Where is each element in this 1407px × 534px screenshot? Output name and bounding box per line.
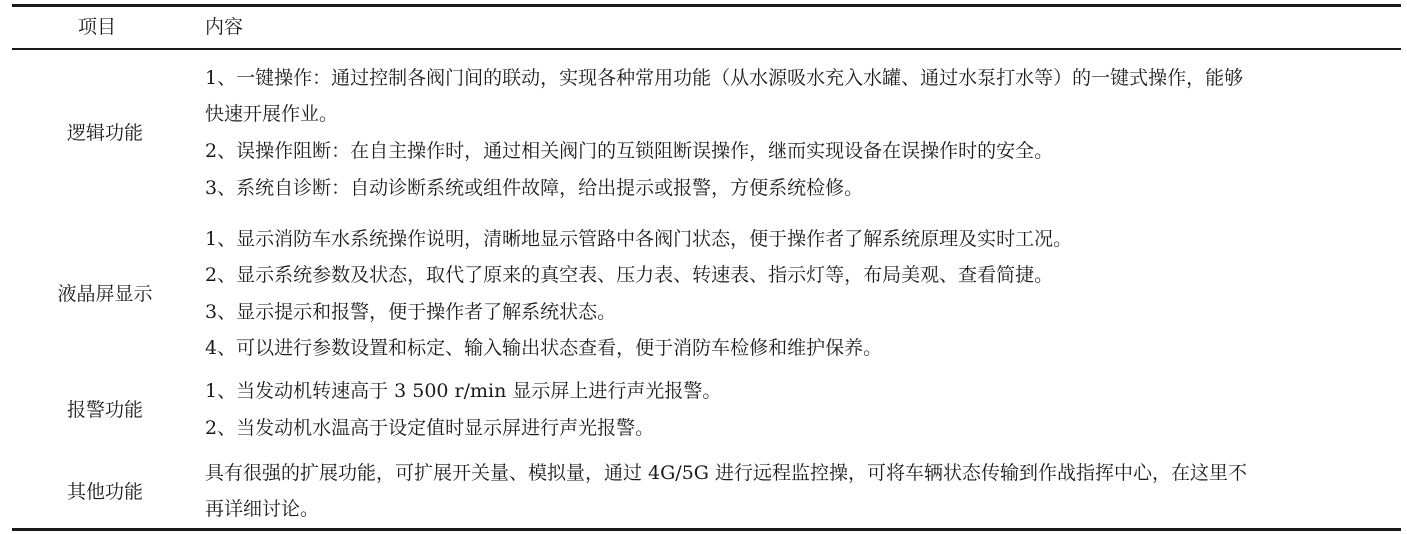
row-category-logic: 逻辑功能 <box>66 122 143 144</box>
row-line: 1、一键操作：通过控制各阀门间的联动，实现各种常用功能（从水源吸水充入水罐、通过水泵打水等）的一键式操作，能够 <box>205 67 1244 89</box>
row-line: 2、显示系统参数及状态，取代了原来的真空表、压力表、转速表、指示灯等，布局美观、查看简捷。 <box>205 264 1054 286</box>
row-line: 3、显示提示和报警，便于操作者了解系统状态。 <box>205 301 617 323</box>
row-line: 具有很强的扩展功能，可扩展开关量、模拟量，通过 4G/5G 进行远程监控操，可将车辆状态传输到作战指挥中心，在这里不 <box>205 462 1248 484</box>
row-line: 1、显示消防车水系统操作说明，清晰地显示管路中各阀门状态，便于操作者了解系统原理及实时工况。 <box>205 228 1073 250</box>
row-category-other: 其他功能 <box>66 481 143 503</box>
row-line: 2、当发动机水温高于设定值时显示屏进行声光报警。 <box>205 417 655 439</box>
header-item: 项目 <box>78 16 117 38</box>
row-category-lcd: 液晶屏显示 <box>57 283 153 305</box>
row-line: 1、当发动机转速高于 3 500 r/min 显示屏上进行声光报警。 <box>205 380 722 402</box>
table-top-rule <box>12 4 1401 7</box>
header-content: 内容 <box>205 16 244 38</box>
feature-table <box>12 4 1401 532</box>
row-line: 快速开展作业。 <box>205 103 339 125</box>
row-line: 3、系统自诊断：自动诊断系统或组件故障，给出提示或报警，方便系统检修。 <box>205 177 864 199</box>
row-category-alarm: 报警功能 <box>66 399 143 421</box>
row-line: 2、误操作阻断：在自主操作时，通过相关阀门的互锁阻断误操作，继而实现设备在误操作时的安全。 <box>205 140 1054 162</box>
row-line: 4、可以进行参数设置和标定、输入输出状态查看，便于消防车检修和维护保养。 <box>205 337 883 359</box>
table-bottom-rule <box>12 528 1401 531</box>
header-rule <box>12 48 1401 50</box>
row-line: 再详细讨论。 <box>205 498 320 520</box>
